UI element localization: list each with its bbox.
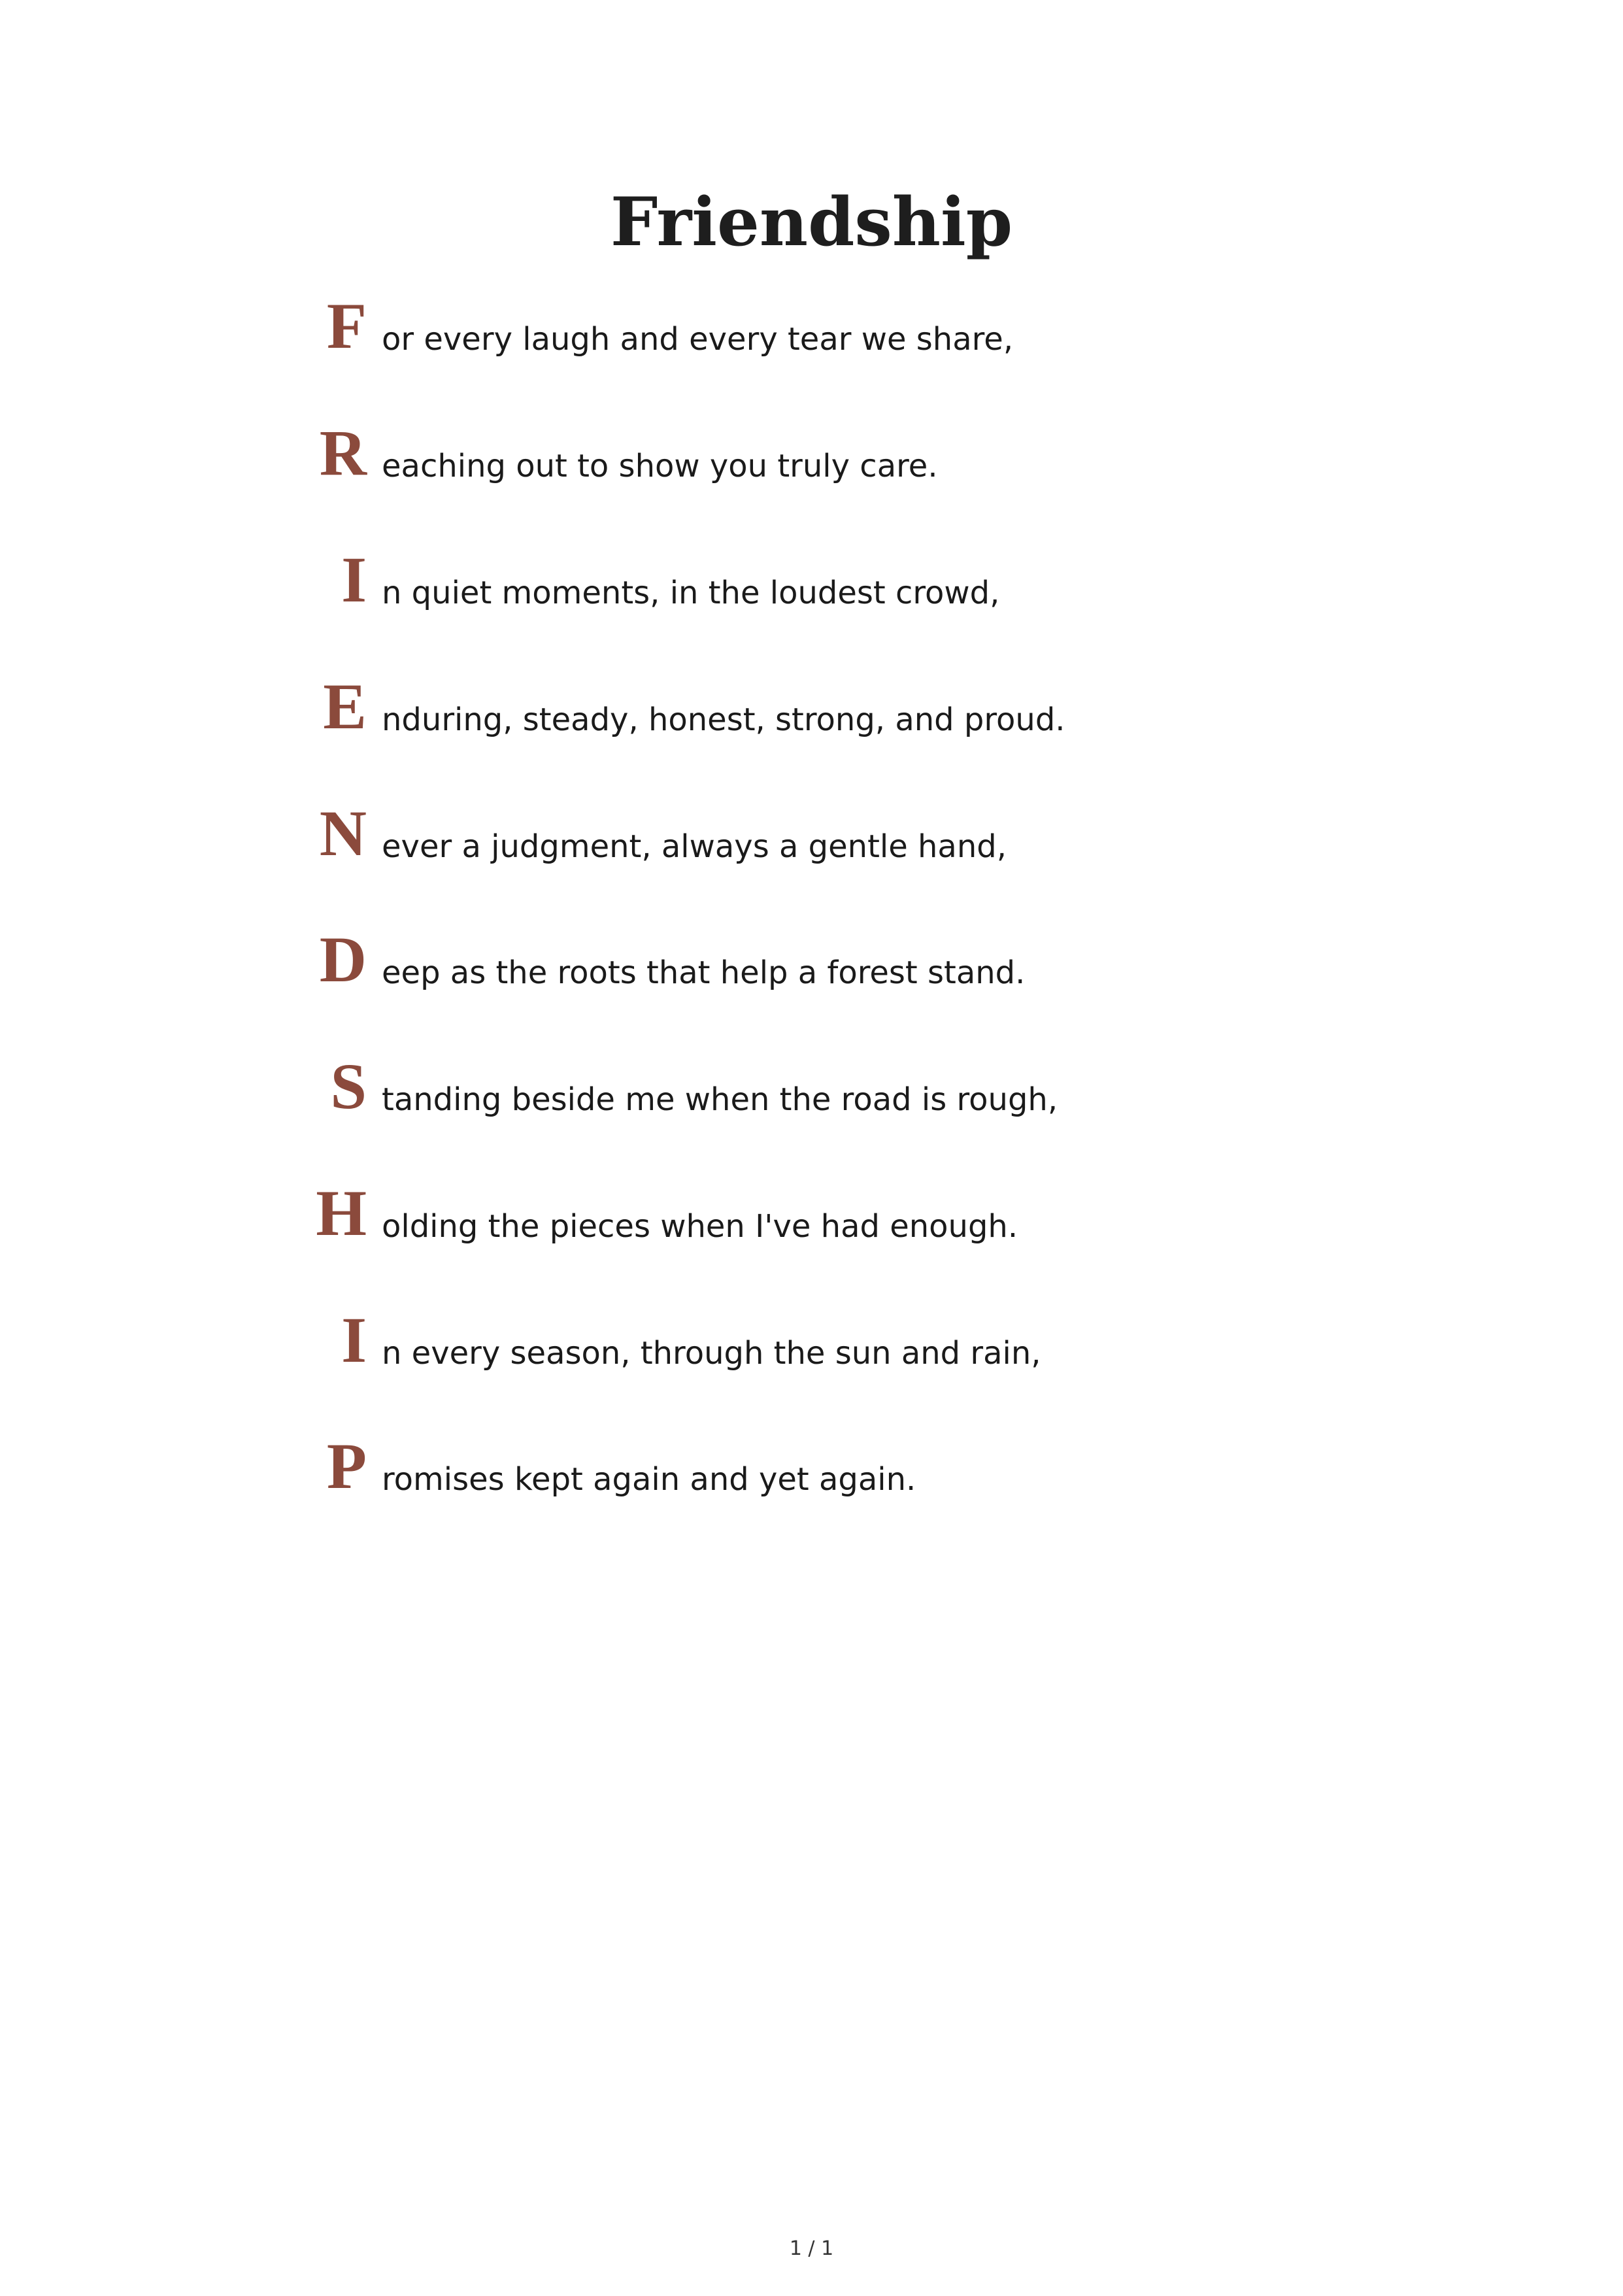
poem-line (0, 1177, 1623, 1255)
page-number: 1 / 1 (789, 2237, 834, 2260)
line-initial: N (319, 797, 367, 869)
line-text: or every laugh and every tear we share, (382, 321, 1014, 358)
line-initial: I (341, 1304, 367, 1376)
line-initial: I (341, 543, 367, 616)
poem-line (0, 1430, 1623, 1508)
poem-line (0, 1050, 1623, 1128)
poem-line (0, 797, 1623, 875)
line-initial: F (326, 290, 367, 362)
line-text: n quiet moments, in the loudest crowd, (382, 575, 1000, 611)
line-initial: H (316, 1177, 367, 1249)
line-text: n every season, through the sun and rain, (382, 1335, 1041, 1372)
line-text: ever a judgment, always a gentle hand, (382, 828, 1007, 865)
line-text: olding the pieces when I've had enough. (382, 1208, 1018, 1245)
line-initial: E (323, 670, 367, 743)
line-text: romises kept again and yet again. (382, 1461, 916, 1498)
poem-line (0, 543, 1623, 622)
poem-line (0, 1304, 1623, 1382)
poem-line (0, 290, 1623, 368)
line-text: nduring, steady, honest, strong, and proud. (382, 701, 1065, 738)
line-text: tanding beside me when the road is rough, (382, 1081, 1058, 1118)
line-text: eaching out to show you truly care. (382, 448, 938, 484)
poem-title: Friendship (610, 183, 1013, 262)
poem-line (0, 670, 1623, 749)
line-initial: D (319, 923, 367, 996)
line-initial: R (319, 416, 367, 489)
line-text: eep as the roots that help a forest stand. (382, 954, 1026, 991)
poem-line (0, 923, 1623, 1002)
poem-line (0, 416, 1623, 495)
line-initial: S (330, 1050, 367, 1123)
line-initial: P (326, 1430, 367, 1502)
